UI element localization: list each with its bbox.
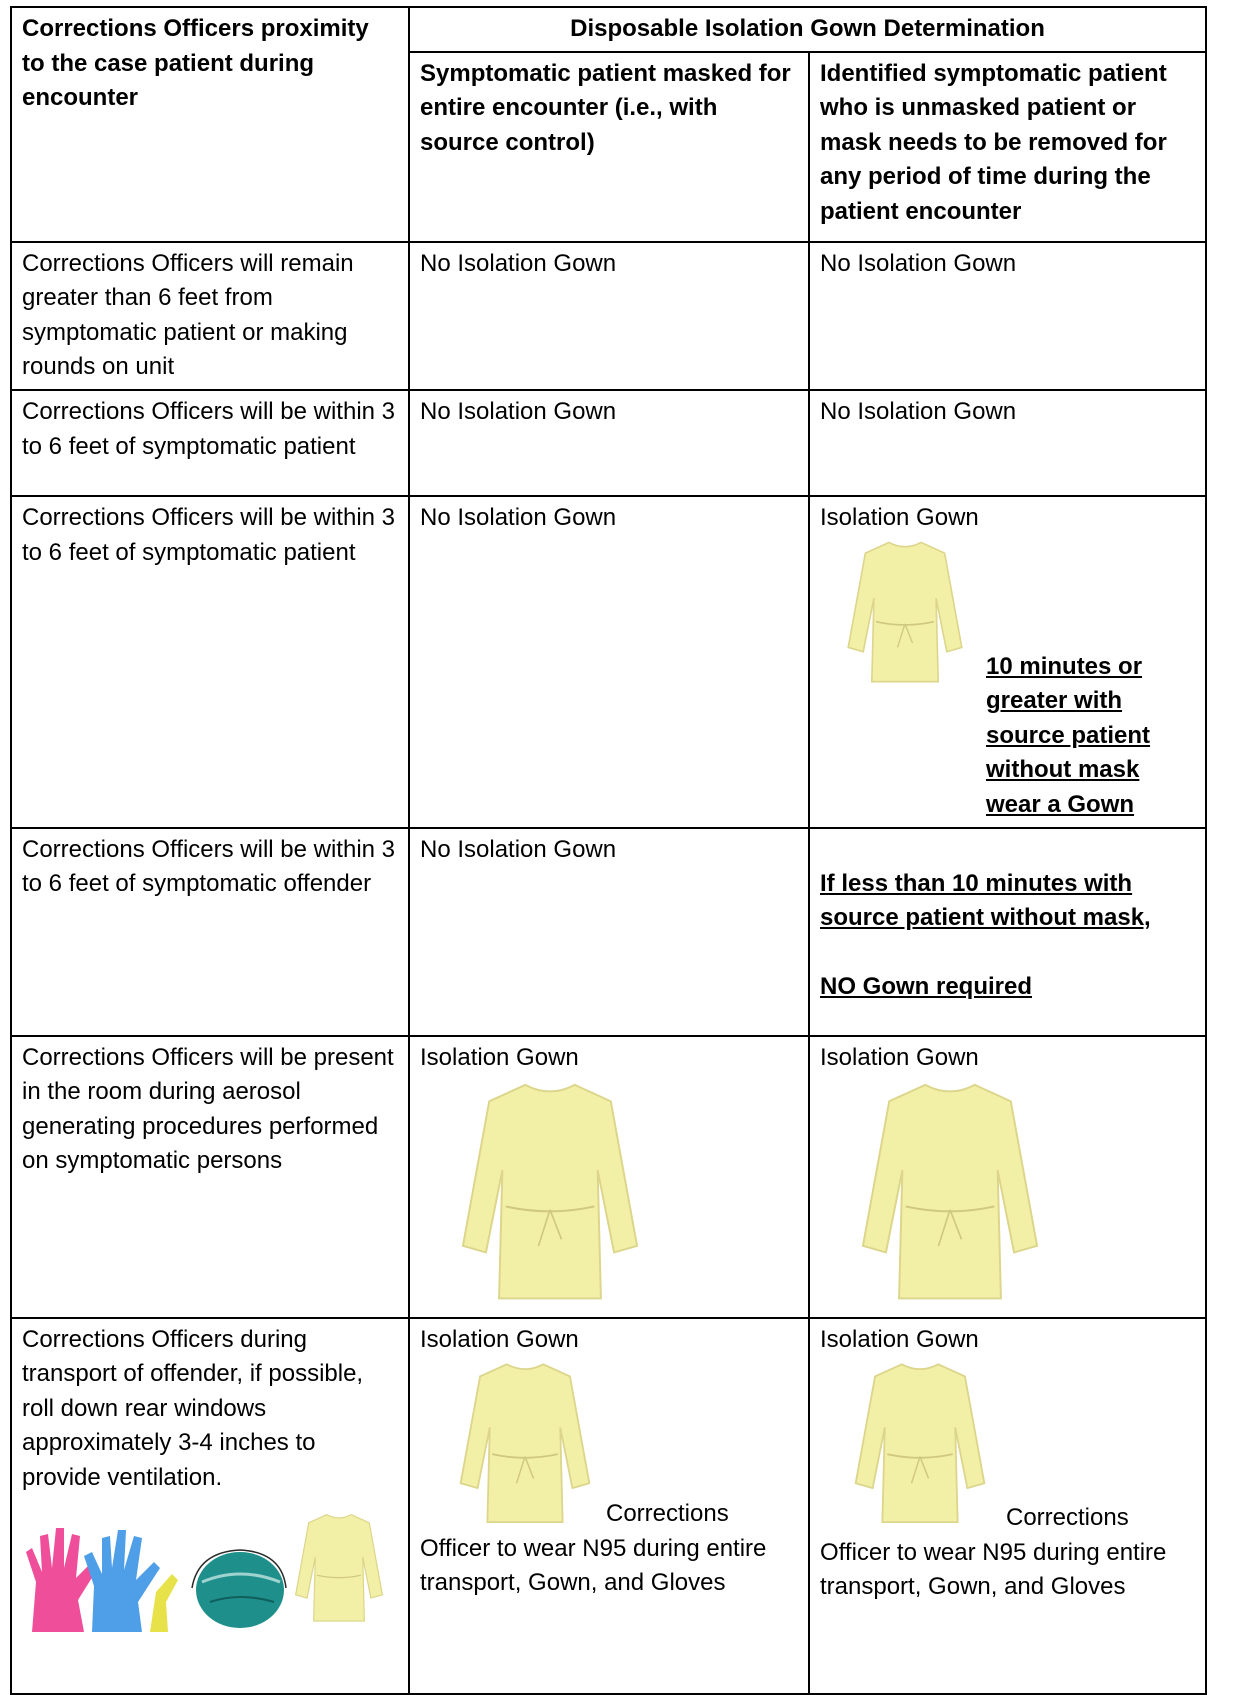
table-row: [11, 390, 1206, 496]
row3-unmasked-note: 10 minutes or greater with source patient without mask wear a Gown: [986, 652, 1151, 818]
gloves-icon: [22, 1522, 182, 1632]
row6-masked: Isolation Gown: [420, 1325, 579, 1353]
row6-masked-note: Corrections Officer to wear N95 during entire transport, Gown, and Gloves: [420, 1500, 767, 1597]
row1-condition: Corrections Officers will remain greater than 6 feet from symptomatic patient or making rounds on unit: [11, 242, 409, 390]
row6-condition-cell: [11, 1318, 409, 1694]
row2-masked: No Isolation Gown: [409, 390, 809, 496]
row5-masked: Isolation Gown: [420, 1043, 579, 1071]
row3-unmasked-cell: [809, 496, 1206, 828]
row3-condition: Corrections Officers will be within 3 to 6 feet of symptomatic patient: [11, 496, 409, 828]
row3-unmasked: Isolation Gown: [820, 503, 979, 531]
table-row: [11, 1318, 1206, 1694]
isolation-gown-icon: [430, 1075, 670, 1305]
row4-unmasked-note2: NO Gown required: [820, 972, 1033, 1000]
row5-condition: Corrections Officers will be present in the room during aerosol generating procedures performed on symptomatic persons: [11, 1036, 409, 1318]
ppe-images: [22, 1502, 398, 1632]
row2-unmasked: No Isolation Gown: [809, 390, 1206, 496]
row4-unmasked-note1: If less than 10 minutes with source patient without mask,: [820, 869, 1151, 932]
table-row: [11, 496, 1206, 828]
header-gown-determination: Disposable Isolation Gown Determination: [409, 7, 1206, 52]
row1-masked: No Isolation Gown: [409, 242, 809, 390]
header-unmasked: Identified symptomatic patient who is unmasked patient or mask needs to be removed for any period of time during the patient encounter: [809, 52, 1206, 242]
isolation-gown-icon: [820, 536, 990, 686]
row4-condition: Corrections Officers will be within 3 to 6 feet of symptomatic offender: [11, 828, 409, 1036]
row4-unmasked-cell: [809, 828, 1206, 1036]
isolation-gown-icon: [830, 1075, 1070, 1305]
table-row: [11, 828, 1206, 1036]
n95-respirator-icon: [188, 1542, 288, 1632]
row6-unmasked-note: Corrections Officer to wear N95 during entire transport, Gown, and Gloves: [820, 1504, 1167, 1601]
row6-unmasked: Isolation Gown: [820, 1325, 979, 1353]
row6-masked-cell: [409, 1318, 809, 1694]
row5-unmasked: Isolation Gown: [820, 1043, 979, 1071]
gown-determination-table: [10, 6, 1207, 1695]
header-masked: Symptomatic patient masked for entire encounter (i.e., with source control): [409, 52, 809, 242]
row2-condition: Corrections Officers will be within 3 to 6 feet of symptomatic patient: [11, 390, 409, 496]
row4-masked: No Isolation Gown: [409, 828, 809, 1036]
table-row: [11, 242, 1206, 390]
row6-condition: Corrections Officers during transport of offender, if possible, roll down rear windows approximately 3-4 inches to provide ventilation.: [22, 1325, 364, 1491]
row5-masked-cell: [409, 1036, 809, 1318]
header-proximity: Corrections Officers proximity to the case patient during encounter: [11, 7, 409, 242]
row1-unmasked: No Isolation Gown: [809, 242, 1206, 390]
row6-unmasked-cell: [809, 1318, 1206, 1694]
row5-unmasked-cell: [809, 1036, 1206, 1318]
isolation-gown-icon: [294, 1502, 384, 1632]
table-row: [11, 1036, 1206, 1318]
row3-masked: No Isolation Gown: [409, 496, 809, 828]
